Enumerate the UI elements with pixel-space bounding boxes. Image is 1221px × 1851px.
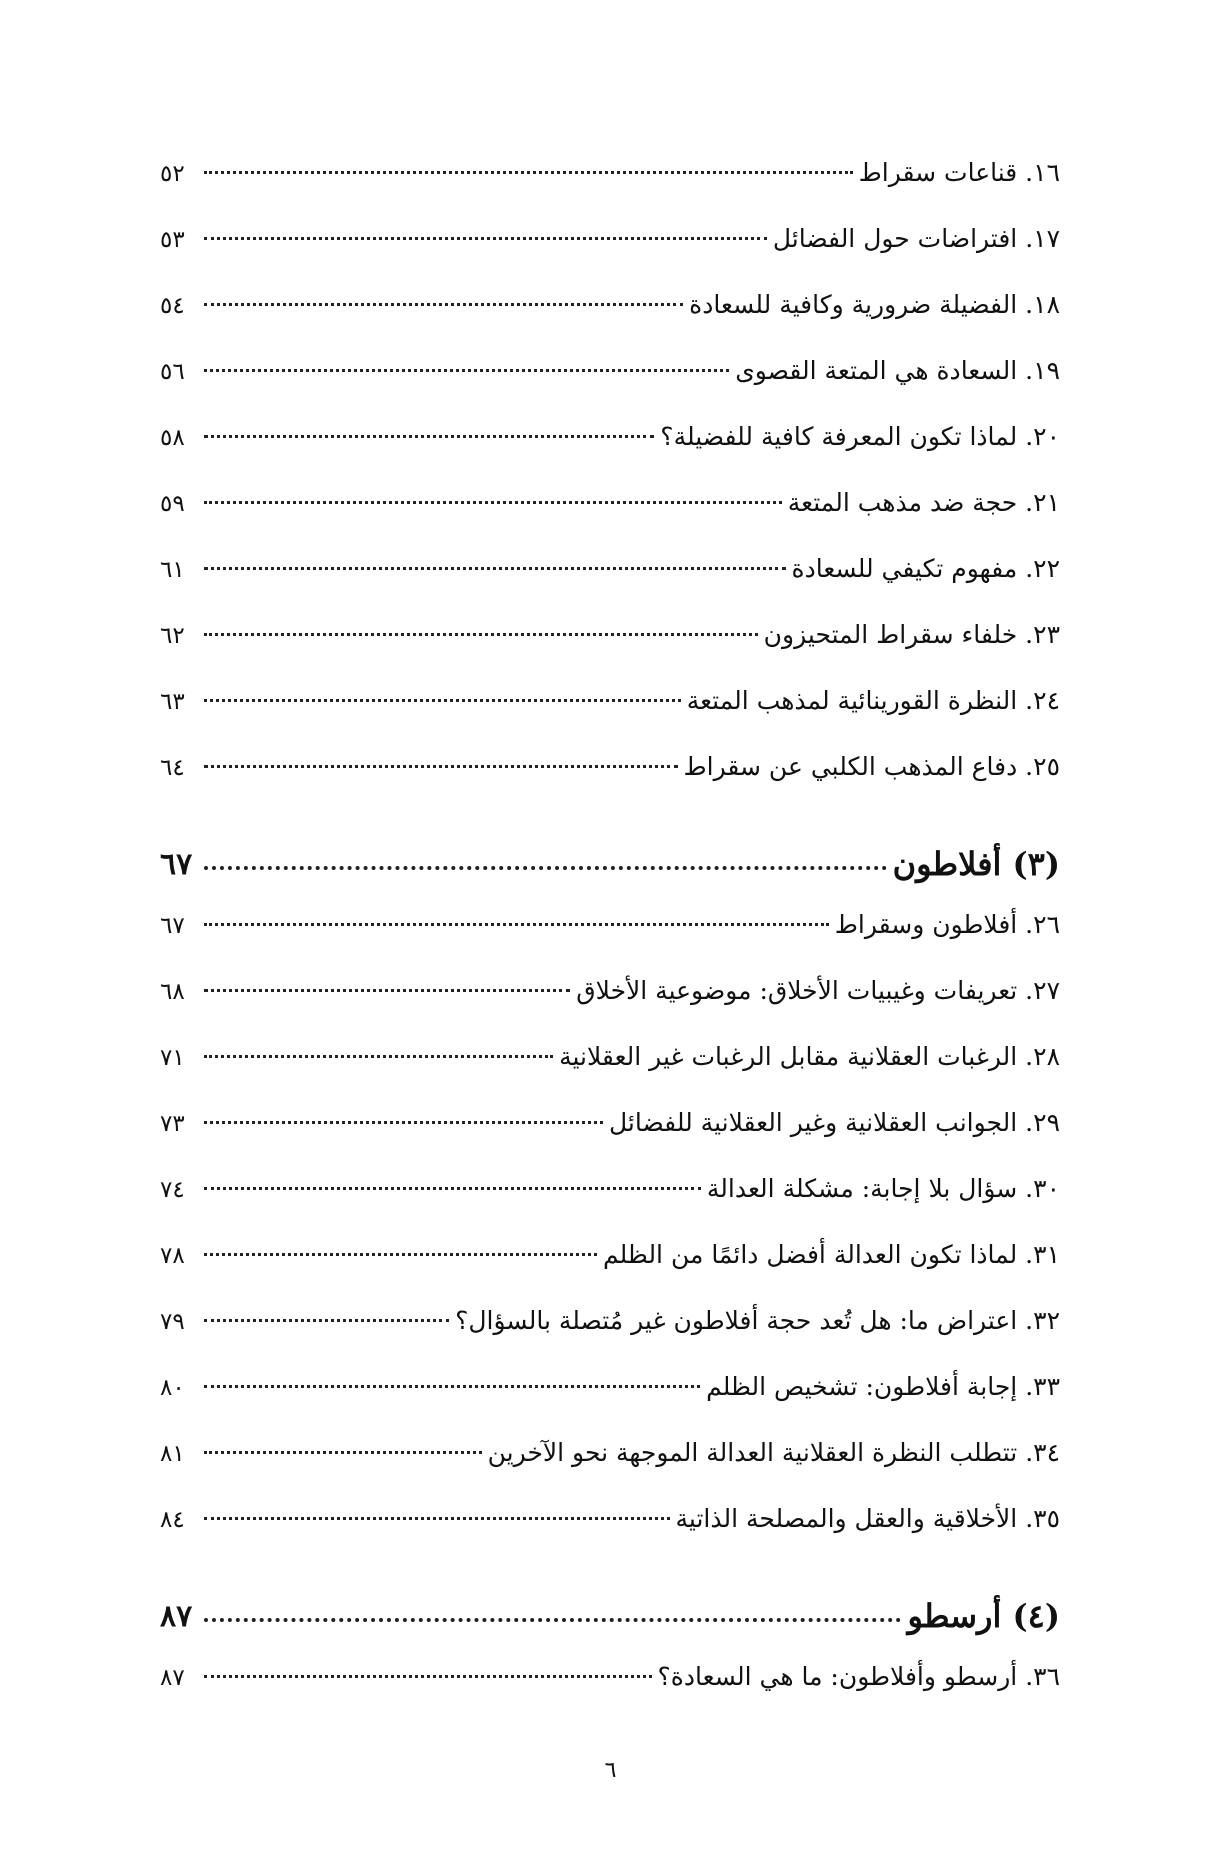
toc-chapter-heading: [160, 1570, 1060, 1662]
dot-leader: [204, 303, 683, 306]
page-ref: ٦٨: [160, 979, 185, 1005]
toc-entry: [160, 976, 1060, 1042]
toc-entry: [160, 1372, 1060, 1438]
entry-title: ٣٢. اعتراض ما: هل تُعد حجة أفلاطون غير مُتصلة بالسؤال؟: [455, 1306, 1060, 1335]
page-ref: ٧٩: [160, 1309, 185, 1335]
entry-title: ١٩. السعادة هي المتعة القصوى: [735, 356, 1060, 385]
page-ref: ٥٣: [160, 227, 185, 253]
entry-title: ٢٨. الرغبات العقلانية مقابل الرغبات غير العقلانية: [559, 1042, 1060, 1071]
page-ref: ٥٤: [160, 293, 185, 319]
dot-leader: [204, 1121, 603, 1124]
toc-entry: [160, 1240, 1060, 1306]
toc-entry: [160, 1438, 1060, 1504]
entry-title: ٢٩. الجوانب العقلانية وغير العقلانية للفضائل: [608, 1108, 1060, 1137]
toc-entry: [160, 1108, 1060, 1174]
dot-leader: [204, 699, 681, 702]
page-ref: ٥٨: [160, 425, 185, 451]
chapter-title: (٤) أرسطو: [907, 1597, 1060, 1635]
entry-title: ١٦. قناعات سقراط: [858, 158, 1060, 187]
page-ref: ٧١: [160, 1045, 185, 1071]
page-number: ٦: [604, 1758, 617, 1783]
dot-leader: [204, 1618, 901, 1622]
dot-leader: [204, 765, 678, 768]
dot-leader: [204, 567, 786, 570]
dot-leader: [204, 1675, 652, 1678]
page-ref: ٦٢: [160, 623, 185, 649]
toc-entry: [160, 686, 1060, 752]
page-ref: ٨٧: [160, 1598, 193, 1634]
page-ref: ٦٧: [160, 913, 185, 939]
entry-title: ٢٦. أفلاطون وسقراط: [834, 910, 1060, 939]
dot-leader: [204, 435, 654, 438]
page-ref: ٨٠: [160, 1375, 185, 1401]
dot-leader: [204, 633, 758, 636]
page-ref: ٨١: [160, 1441, 185, 1467]
dot-leader: [204, 237, 767, 240]
page-ref: ٥٦: [160, 359, 185, 385]
page-ref: ٦٧: [160, 846, 193, 882]
dot-leader: [204, 866, 887, 870]
toc-entry: [160, 1042, 1060, 1108]
dot-leader: [204, 1187, 701, 1190]
toc-entry: [160, 1174, 1060, 1240]
toc-entry: [160, 1662, 1060, 1728]
entry-title: ٢٢. مفهوم تكيفي للسعادة: [791, 554, 1060, 583]
dot-leader: [204, 369, 729, 372]
dot-leader: [204, 1319, 449, 1322]
entry-title: ٣٠. سؤال بلا إجابة: مشكلة العدالة: [706, 1174, 1060, 1203]
chapter-title: (٣) أفلاطون: [892, 845, 1060, 883]
toc-entry: [160, 422, 1060, 488]
page-ref: ٦٤: [160, 755, 185, 781]
entry-title: ٢٠. لماذا تكون المعرفة كافية للفضيلة؟: [660, 422, 1060, 451]
entry-title: ١٧. افتراضات حول الفضائل: [772, 224, 1060, 253]
dot-leader: [204, 923, 829, 926]
toc-entry: [160, 488, 1060, 554]
page-ref: ٥٢: [160, 161, 185, 187]
page-ref: ٦٣: [160, 689, 185, 715]
dot-leader: [204, 989, 570, 992]
dot-leader: [204, 1253, 597, 1256]
entry-title: ٢٧. تعريفات وغيبيات الأخلاق: موضوعية الأخلاق: [576, 976, 1060, 1005]
dot-leader: [204, 501, 782, 504]
entry-title: ٢٣. خلفاء سقراط المتحيزون: [763, 620, 1060, 649]
entry-title: ٢٤. النظرة القورينائية لمذهب المتعة: [686, 686, 1060, 715]
entry-title: ٣٣. إجابة أفلاطون: تشخيص الظلم: [706, 1372, 1060, 1401]
page-ref: ٨٧: [160, 1665, 185, 1691]
toc-entry: [160, 356, 1060, 422]
entry-title: ٢١. حجة ضد مذهب المتعة: [787, 488, 1060, 517]
entry-title: ٣٥. الأخلاقية والعقل والمصلحة الذاتية: [675, 1504, 1060, 1533]
dot-leader: [204, 1517, 670, 1520]
entry-title: ٣٦. أرسطو وأفلاطون: ما هي السعادة؟: [657, 1662, 1060, 1691]
toc-entry: [160, 554, 1060, 620]
page-ref: ٧٣: [160, 1111, 185, 1137]
page-ref: ٧٨: [160, 1243, 185, 1269]
toc-entry: [160, 752, 1060, 818]
toc-entry: [160, 224, 1060, 290]
dot-leader: [204, 1055, 553, 1058]
page-ref: ٨٤: [160, 1507, 185, 1533]
dot-leader: [204, 1385, 700, 1388]
toc-entry: [160, 290, 1060, 356]
toc-entry: [160, 910, 1060, 976]
dot-leader: [204, 1451, 482, 1454]
toc-entry: [160, 158, 1060, 224]
table-of-contents: [160, 158, 1060, 1728]
dot-leader: [204, 171, 853, 174]
entry-title: ١٨. الفضيلة ضرورية وكافية للسعادة: [689, 290, 1060, 319]
entry-title: ٣٤. تتطلب النظرة العقلانية العدالة الموجهة نحو الآخرين: [487, 1438, 1060, 1467]
entry-title: ٢٥. دفاع المذهب الكلبي عن سقراط: [683, 752, 1060, 781]
toc-entry: [160, 1504, 1060, 1570]
toc-entry: [160, 620, 1060, 686]
entry-title: ٣١. لماذا تكون العدالة أفضل دائمًا من الظلم: [603, 1240, 1060, 1269]
page-ref: ٦١: [160, 557, 185, 583]
toc-chapter-heading: [160, 818, 1060, 910]
page-ref: ٥٩: [160, 491, 185, 517]
page-ref: ٧٤: [160, 1177, 185, 1203]
toc-entry: [160, 1306, 1060, 1372]
